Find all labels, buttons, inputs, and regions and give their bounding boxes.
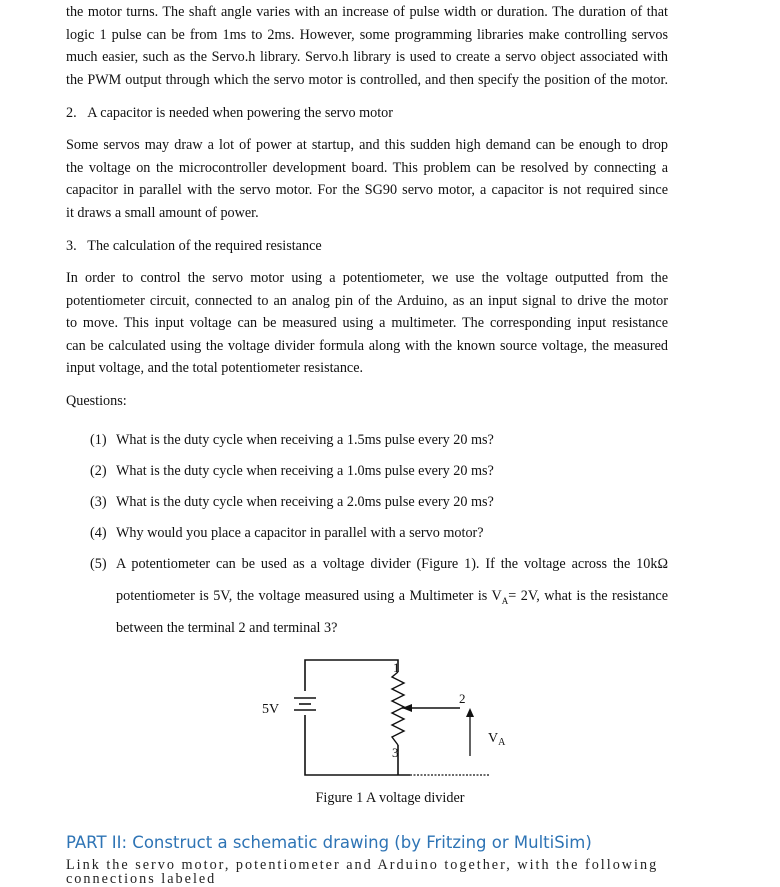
- q5-text-b: = 2V, what is the resistance: [508, 588, 668, 604]
- section2-line: Some servos may draw a lot of power at startup, and this sudden high demand can be enough to drop: [66, 137, 668, 153]
- question-text: What is the duty cycle when receiving a 2.0ms pulse every 20 ms?: [116, 494, 494, 510]
- section3-line: In order to control the servo motor using a potentiometer, we use the voltage outputted from the: [66, 270, 668, 286]
- part2-heading: PART II: Construct a schematic drawing (by Fritzing or MultiSim): [66, 833, 592, 852]
- question-text: What is the duty cycle when receiving a 1.0ms pulse every 20 ms?: [116, 463, 494, 479]
- section3-line: to move. This input voltage can be measured using a multimeter. The corresponding input resistance: [66, 315, 668, 332]
- question-number: (1): [90, 432, 107, 448]
- section2-line: the voltage on the microcontroller development board. This problem can be resolved by connecting a: [66, 159, 668, 176]
- source-voltage-label: 5V: [262, 702, 280, 717]
- question-continuation-last: between the terminal 2 and terminal 3?: [116, 620, 338, 636]
- question-text: What is the duty cycle when receiving a 1.5ms pulse every 20 ms?: [116, 432, 494, 448]
- circuit-wire-top: [340, 660, 398, 672]
- wiper-arrowhead: [402, 704, 412, 712]
- partial-next-line: [66, 857, 668, 887]
- section3-line: input voltage, and the total potentiometer resistance.: [66, 360, 364, 377]
- question-text: A potentiometer can be used as a voltage divider (Figure 1). If the voltage across the 10kΩ: [116, 556, 668, 572]
- va-label: $V_A$: [488, 731, 506, 748]
- q5-subscript: A: [501, 595, 509, 606]
- intro-line: much easier, such as the Servo.h library. Servo.h library is used to create a servo object associated with: [66, 49, 668, 66]
- section2-line: capacitor in parallel with the servo motor. For the SG90 servo motor, a capacitor is not required since: [66, 182, 668, 199]
- q5-text-a: potentiometer is 5V, the voltage measured using a Multimeter is V: [116, 588, 502, 604]
- section3-title: The calculation of the required resistance: [87, 238, 322, 254]
- terminal-1-label: 1: [393, 660, 400, 675]
- figure-caption: Figure 1 A voltage divider: [315, 790, 465, 806]
- terminal-2-label: 2: [459, 691, 466, 706]
- intro-line: the motor turns. The shaft angle varies with an increase of pulse width or duration. The duration of that: [66, 4, 668, 20]
- intro-line: logic 1 pulse can be from 1ms to 2ms. However, some programming libraries make controlling servos: [66, 26, 668, 43]
- intro-line: the PWM output through which the servo motor is controlled, and then specify the position of the motor.: [66, 71, 668, 88]
- questions-title: Questions:: [66, 393, 127, 409]
- battery-gap: [298, 691, 312, 715]
- terminal-3-label: 3: [392, 745, 399, 760]
- section2-title: A capacitor is needed when powering the servo motor: [87, 105, 394, 121]
- question-number: (5): [90, 556, 107, 572]
- partial-next-line-text: Link the servo motor, potentiometer and Arduino together, with the following connections labeled: [66, 857, 659, 887]
- question-number: (4): [90, 525, 107, 541]
- section3-line: potentiometer circuit, connected to an analog pin of the Arduino, as an input signal to drive the motor: [66, 292, 668, 309]
- va-arrowhead: [466, 708, 474, 717]
- question-number: (2): [90, 463, 107, 479]
- section3-number: 3.: [66, 238, 77, 254]
- section3-line: can be calculated using the voltage divider formula along with the known source voltage, the measured: [66, 337, 668, 354]
- question-number: (3): [90, 494, 107, 510]
- section2-number: 2.: [66, 105, 77, 121]
- question-text: Why would you place a capacitor in parallel with a servo motor?: [116, 525, 484, 541]
- section2-line: it draws a small amount of power.: [66, 204, 259, 221]
